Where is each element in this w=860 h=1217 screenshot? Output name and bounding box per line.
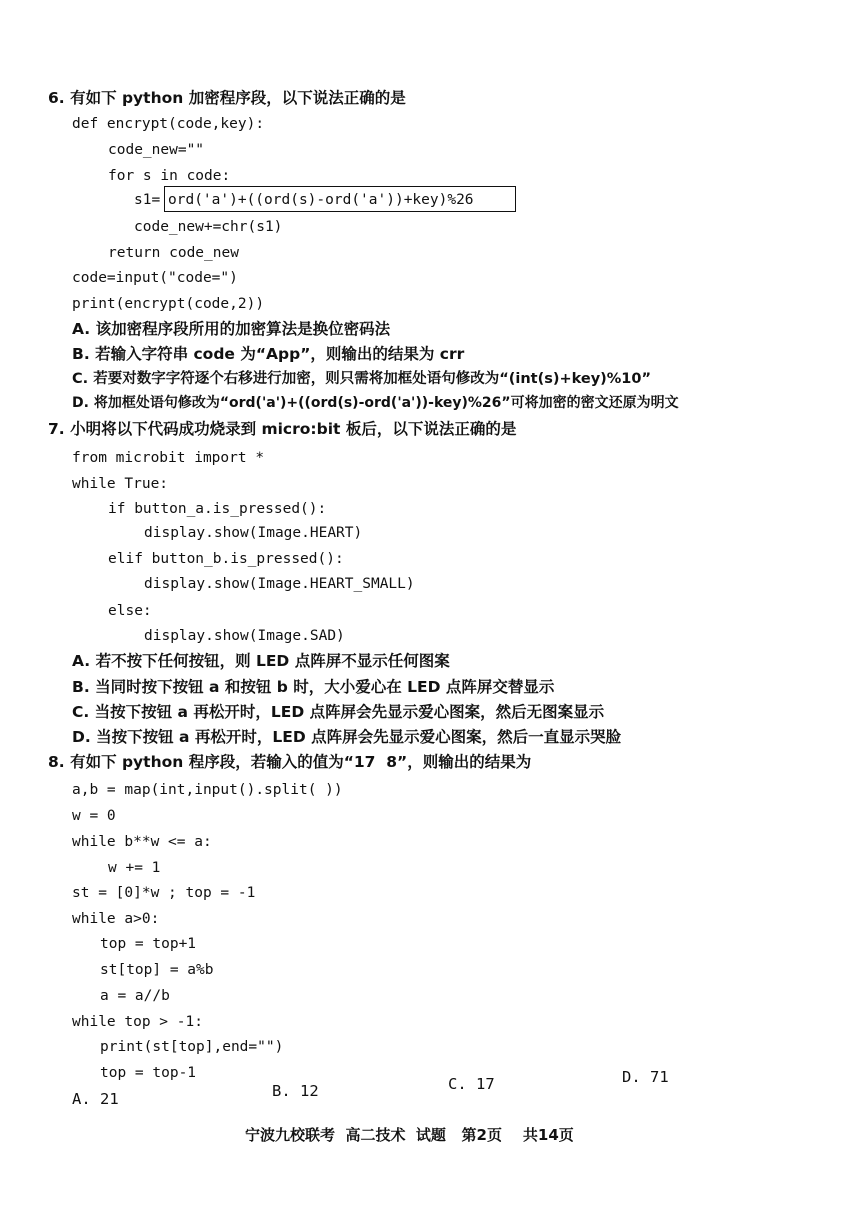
code-line: display.show(Image.HEART_SMALL) — [144, 576, 415, 592]
q7-option-d: D. 当按下按钮 a 再松开时，LED 点阵屏会先显示爱心图案，然后一直显示哭脸 — [72, 728, 622, 746]
code-line: code_new="" — [108, 142, 205, 158]
code-line: else: — [108, 603, 152, 619]
code-line: def encrypt(code,key): — [72, 116, 265, 132]
code-line: top = top-1 — [100, 1065, 197, 1081]
code-line: print(encrypt(code,2)) — [72, 296, 265, 312]
boxed-code-line: ord('a')+((ord(s)-ord('a'))+key)%26 — [168, 192, 474, 208]
q8-option-a: A. 21 — [72, 1090, 119, 1108]
q6-option-a: A. 该加密程序段所用的加密算法是换位密码法 — [72, 320, 391, 338]
q8-option-d: D. 71 — [622, 1068, 669, 1086]
code-line: while True: — [72, 476, 169, 492]
q6-option-d: D. 将加框处语句修改为“ord('a')+((ord(s)-ord('a'))-key)%26”可将加密的密文还原为明文 — [72, 395, 679, 411]
code-line: st[top] = a%b — [100, 962, 214, 978]
code-line: print(st[top],end="") — [100, 1039, 284, 1055]
code-line: while a>0: — [72, 911, 160, 927]
q6-option-c: C. 若要对数字字符逐个右移进行加密，则只需将加框处语句修改为“(int(s)+key)%10” — [72, 371, 652, 387]
code-line: elif button_b.is_pressed(): — [108, 551, 344, 567]
code-line: for s in code: — [108, 168, 231, 184]
code-line: from microbit import * — [72, 450, 265, 466]
q7-option-c: C. 当按下按钮 a 再松开时，LED 点阵屏会先显示爱心图案，然后无图案显示 — [72, 703, 605, 721]
code-line: top = top+1 — [100, 936, 197, 952]
code-line: a,b = map(int,input().split( )) — [72, 782, 343, 798]
page-footer: 宁波九校联考 高二技术 试题 第2页 共14页 — [245, 1126, 574, 1144]
code-line: display.show(Image.SAD) — [144, 628, 345, 644]
code-line: st = [0]*w ; top = -1 — [72, 885, 256, 901]
code-line: s1= — [134, 192, 161, 208]
q7-option-a: A. 若不按下任何按钮，则 LED 点阵屏不显示任何图案 — [72, 652, 450, 670]
code-line: while top > -1: — [72, 1014, 203, 1030]
code-line: while b**w <= a: — [72, 834, 212, 850]
code-line: display.show(Image.HEART) — [144, 525, 363, 541]
q7-stem: 7. 小明将以下代码成功烧录到 micro:bit 板后，以下说法正确的是 — [48, 420, 517, 438]
q8-option-b: B. 12 — [272, 1082, 319, 1100]
q6-stem: 6. 有如下 python 加密程序段，以下说法正确的是 — [48, 89, 406, 107]
code-line: code_new+=chr(s1) — [134, 219, 283, 235]
code-line: w += 1 — [108, 860, 161, 876]
code-line: code=input("code=") — [72, 270, 238, 286]
code-line: a = a//b — [100, 988, 170, 1004]
code-line: return code_new — [108, 245, 239, 261]
q7-option-b: B. 当同时按下按钮 a 和按钮 b 时，大小爱心在 LED 点阵屏交替显示 — [72, 678, 555, 696]
q8-stem: 8. 有如下 python 程序段，若输入的值为“17 8”，则输出的结果为 — [48, 753, 532, 771]
q8-option-c: C. 17 — [448, 1075, 495, 1093]
code-line: w = 0 — [72, 808, 116, 824]
code-line: if button_a.is_pressed(): — [108, 501, 327, 517]
q6-option-b: B. 若输入字符串 code 为“App”，则输出的结果为 crr — [72, 345, 465, 363]
